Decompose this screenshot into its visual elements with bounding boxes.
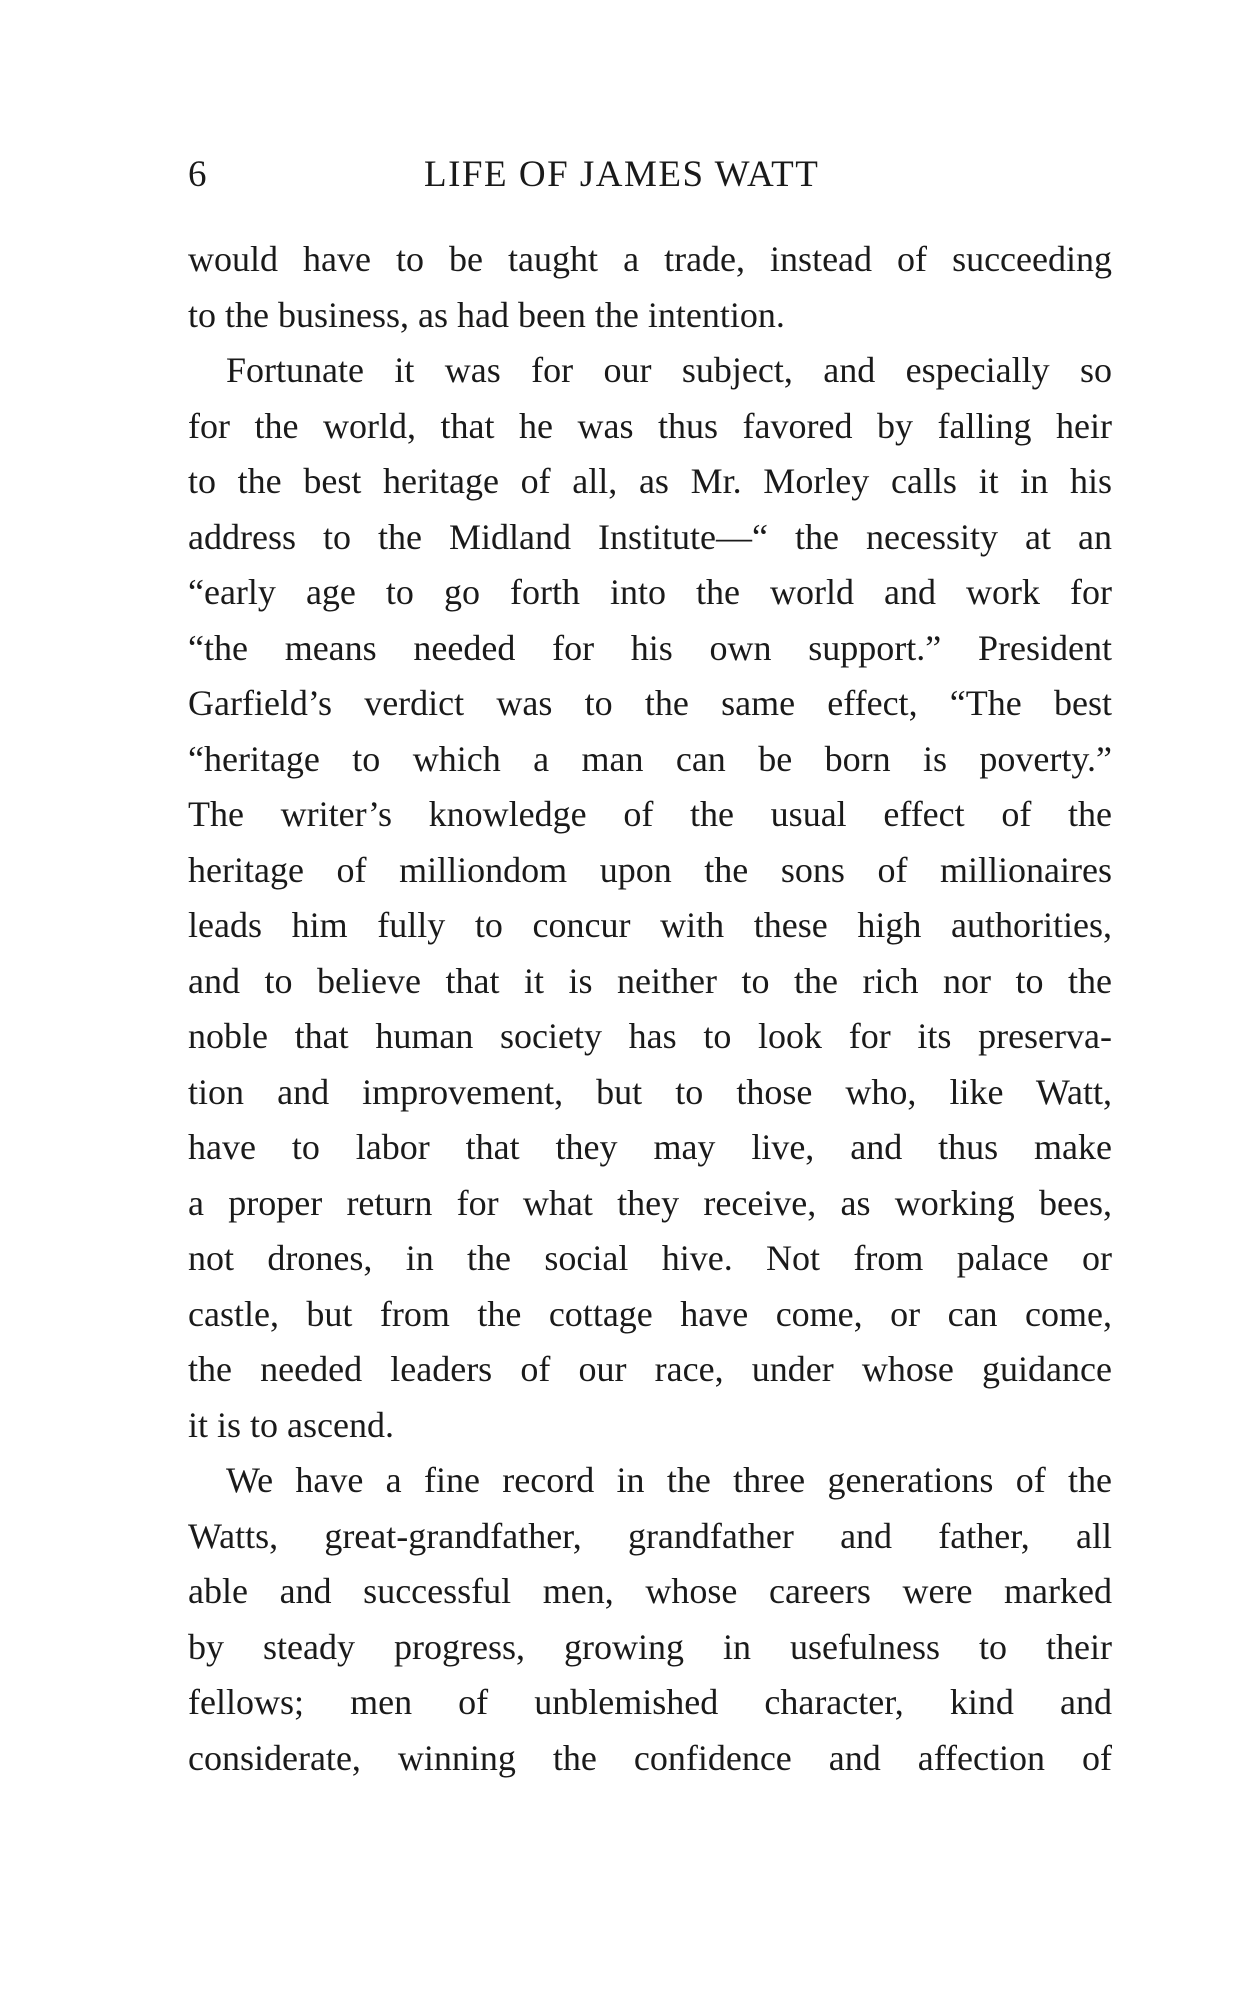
text-line: heritage of milliondom upon the sons of millionaires xyxy=(188,849,1112,890)
text-line: Fortunate it was for our subject, and especially so xyxy=(226,350,1112,390)
text-line: We have a fine record in the three generations of the xyxy=(226,1460,1112,1500)
text-line: castle, but from the cottage have come, or can come, xyxy=(188,1293,1112,1334)
text-line: the needed leaders of our race, under whose guidance xyxy=(188,1349,1112,1389)
text-line: a proper return for what they receive, as working bees, xyxy=(188,1182,1112,1223)
text-line: tion and improvement, but to those who, like Watt, xyxy=(188,1071,1112,1112)
text-line: fellows; men of unblemished character, kind and xyxy=(188,1682,1112,1722)
text-line: leads him fully to concur with these high authorities, xyxy=(188,905,1112,945)
text-line: to the best heritage of all, as Mr. Morley calls it in his xyxy=(188,461,1112,501)
text-line: for the world, that he was thus favored by falling heir xyxy=(188,405,1112,446)
text-line: “the means needed for his own support.” President xyxy=(188,627,1112,668)
text-line: and to believe that it is neither to the rich nor to the xyxy=(188,960,1112,1001)
text-line: to the business, as had been the intention. xyxy=(188,294,785,335)
text-line: Garfield’s verdict was to the same effect, “The best xyxy=(188,683,1112,723)
text-line: have to labor that they may live, and thus make xyxy=(188,1127,1112,1167)
text-line: address to the Midland Institute—“ the necessity at an xyxy=(188,516,1112,557)
running-title: LIFE OF JAMES WATT xyxy=(424,154,820,195)
text-line: considerate, winning the confidence and affection of xyxy=(188,1737,1112,1778)
text-line: it is to ascend. xyxy=(188,1404,394,1445)
text-line: able and successful men, whose careers were marked xyxy=(188,1571,1112,1611)
text-line: not drones, in the social hive. Not from palace or xyxy=(188,1238,1112,1278)
text-line: noble that human society has to look for its preserva- xyxy=(188,1016,1112,1056)
text-line: “heritage to which a man can be born is poverty.” xyxy=(188,738,1112,779)
running-head xyxy=(188,150,1112,200)
text-line: Watts, great-grandfather, grandfather and father, all xyxy=(188,1515,1112,1556)
text-line: by steady progress, growing in usefulness to their xyxy=(188,1626,1112,1667)
text-line: The writer’s knowledge of the usual effect of the xyxy=(188,794,1112,834)
page-number: 6 xyxy=(188,154,207,195)
body-text xyxy=(188,232,1112,1786)
text-line: would have to be taught a trade, instead of succeeding xyxy=(188,239,1112,279)
text-line: “early age to go forth into the world and work for xyxy=(188,572,1112,612)
